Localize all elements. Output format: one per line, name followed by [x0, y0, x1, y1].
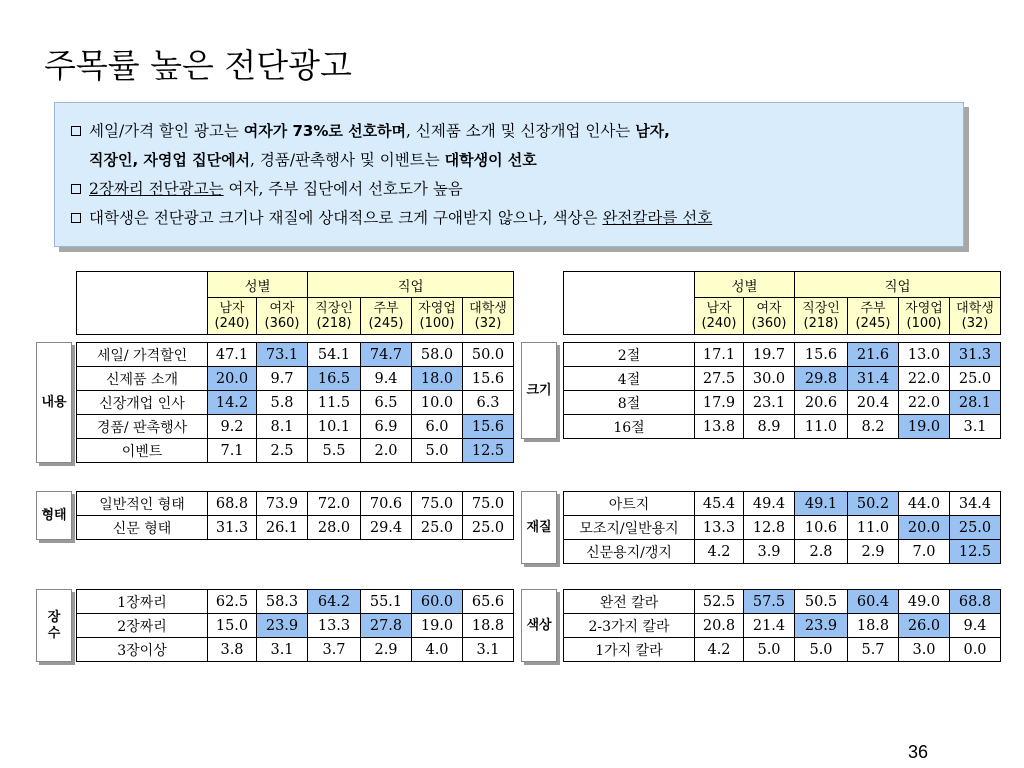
value-cell: 57.5	[744, 590, 795, 614]
header-col-count: (240)	[214, 316, 250, 331]
row-label: 이벤트	[77, 439, 208, 463]
value-cell: 54.1	[308, 343, 361, 367]
summary-line-2: 2장짜리 전단광고는 여자, 주부 집단에서 선호도가 높음	[71, 177, 463, 199]
table-row	[564, 516, 1001, 540]
row-label: 경품/ 판촉행사	[77, 415, 208, 439]
value-cell: 15.0	[208, 614, 257, 638]
value-cell: 10.1	[308, 415, 361, 439]
table-row	[564, 415, 1001, 439]
summary-line-1: 세일/가격 할인 광고는 여자가 73%로 선호하며, 신제품 소개 및 신장개업 인사는 남자,	[71, 119, 670, 141]
table-row	[77, 439, 514, 463]
value-cell: 7.1	[208, 439, 257, 463]
value-cell: 3.1	[463, 638, 514, 662]
value-cell: 5.7	[848, 638, 899, 662]
value-cell: 65.6	[463, 590, 514, 614]
row-label: 1장짜리	[77, 590, 208, 614]
header-gender: 성별	[208, 272, 308, 298]
header-col-name: 주부	[373, 301, 399, 316]
value-cell: 74.7	[361, 343, 412, 367]
value-cell: 26.0	[899, 614, 950, 638]
header-col-0	[208, 298, 257, 335]
value-cell: 68.8	[208, 492, 257, 516]
value-cell: 3.8	[208, 638, 257, 662]
row-label: 신문용지/갱지	[564, 540, 695, 564]
row-label: 8절	[564, 391, 695, 415]
header-col-2	[308, 298, 361, 335]
value-cell: 3.7	[308, 638, 361, 662]
value-cell: 8.2	[848, 415, 899, 439]
header-col-count: (245)	[368, 316, 404, 331]
value-cell: 17.1	[695, 343, 744, 367]
value-cell: 25.0	[950, 367, 1001, 391]
header-col-count: (240)	[701, 316, 737, 331]
value-cell: 73.1	[257, 343, 308, 367]
table-row	[564, 492, 1001, 516]
row-label: 완전 칼라	[564, 590, 695, 614]
value-cell: 73.9	[257, 492, 308, 516]
header-col-3	[848, 298, 899, 335]
value-cell: 58.3	[257, 590, 308, 614]
value-cell: 21.6	[848, 343, 899, 367]
header-col-5	[463, 298, 514, 335]
table-row	[564, 343, 1001, 367]
value-cell: 5.5	[308, 439, 361, 463]
value-cell: 31.3	[950, 343, 1001, 367]
value-cell: 49.1	[795, 492, 848, 516]
value-cell: 49.0	[899, 590, 950, 614]
row-label: 4절	[564, 367, 695, 391]
value-cell: 12.5	[463, 439, 514, 463]
column-header-table	[563, 271, 1001, 335]
value-cell: 64.2	[308, 590, 361, 614]
value-cell: 49.4	[744, 492, 795, 516]
value-cell: 2.8	[795, 540, 848, 564]
value-cell: 10.0	[412, 391, 463, 415]
value-cell: 23.1	[744, 391, 795, 415]
value-cell: 50.5	[795, 590, 848, 614]
header-col-count: (100)	[419, 316, 455, 331]
value-cell: 30.0	[744, 367, 795, 391]
value-cell: 8.1	[257, 415, 308, 439]
table-row	[77, 590, 514, 614]
summary-box	[54, 102, 964, 247]
value-cell: 27.8	[361, 614, 412, 638]
header-col-name: 직장인	[315, 301, 353, 316]
value-cell: 14.2	[208, 391, 257, 415]
value-cell: 22.0	[899, 367, 950, 391]
table-row	[77, 367, 514, 391]
value-cell: 10.6	[795, 516, 848, 540]
value-cell: 3.9	[744, 540, 795, 564]
row-label: 16절	[564, 415, 695, 439]
header-col-count: (100)	[906, 316, 942, 331]
value-cell: 19.7	[744, 343, 795, 367]
value-cell: 21.4	[744, 614, 795, 638]
value-cell: 13.8	[695, 415, 744, 439]
value-cell: 60.0	[412, 590, 463, 614]
header-col-count: (360)	[751, 316, 787, 331]
header-blank	[77, 272, 208, 335]
header-col-name: 대학생	[956, 301, 994, 316]
value-cell: 3.1	[950, 415, 1001, 439]
header-col-name: 자영업	[418, 301, 456, 316]
header-col-name: 남자	[706, 301, 732, 316]
value-cell: 20.0	[899, 516, 950, 540]
value-cell: 5.0	[795, 638, 848, 662]
value-cell: 3.0	[899, 638, 950, 662]
value-cell: 20.4	[848, 391, 899, 415]
value-cell: 47.1	[208, 343, 257, 367]
header-col-count: (32)	[474, 316, 502, 331]
value-cell: 11.0	[848, 516, 899, 540]
value-cell: 18.8	[848, 614, 899, 638]
header-col-count: (218)	[316, 316, 352, 331]
value-cell: 4.0	[412, 638, 463, 662]
value-cell: 23.9	[257, 614, 308, 638]
value-cell: 31.3	[208, 516, 257, 540]
value-cell: 50.0	[463, 343, 514, 367]
value-cell: 4.2	[695, 540, 744, 564]
value-cell: 2.5	[257, 439, 308, 463]
header-col-3	[361, 298, 412, 335]
table-row	[77, 638, 514, 662]
value-cell: 25.0	[463, 516, 514, 540]
value-cell: 20.6	[795, 391, 848, 415]
value-cell: 52.5	[695, 590, 744, 614]
row-label: 신문 형태	[77, 516, 208, 540]
value-cell: 12.5	[950, 540, 1001, 564]
row-label: 2장짜리	[77, 614, 208, 638]
header-col-4	[412, 298, 463, 335]
value-cell: 23.9	[795, 614, 848, 638]
category-label: 장 수	[36, 589, 72, 662]
value-cell: 26.1	[257, 516, 308, 540]
header-col-count: (245)	[855, 316, 891, 331]
header-blank	[564, 272, 695, 335]
row-label: 일반적인 형태	[77, 492, 208, 516]
value-cell: 68.8	[950, 590, 1001, 614]
value-cell: 16.5	[308, 367, 361, 391]
table-row	[564, 367, 1001, 391]
header-col-2	[795, 298, 848, 335]
summary-line-1b: 직장인, 자영업 집단에서, 경품/판촉행사 및 이벤트는 대학생이 선호	[89, 151, 537, 169]
value-cell: 29.4	[361, 516, 412, 540]
page-number: 36	[908, 742, 929, 762]
data-table	[76, 342, 514, 463]
value-cell: 15.6	[795, 343, 848, 367]
category-label: 형태	[36, 491, 72, 540]
table-row	[77, 391, 514, 415]
value-cell: 3.1	[257, 638, 308, 662]
category-label: 색상	[521, 589, 557, 662]
header-col-name: 주부	[860, 301, 886, 316]
value-cell: 2.9	[361, 638, 412, 662]
checkbox-bullet-icon	[71, 126, 81, 136]
data-table	[76, 589, 514, 662]
table-row	[77, 516, 514, 540]
value-cell: 18.0	[412, 367, 463, 391]
value-cell: 19.0	[899, 415, 950, 439]
value-cell: 72.0	[308, 492, 361, 516]
value-cell: 6.9	[361, 415, 412, 439]
summary-line-3: 대학생은 전단광고 크기나 재질에 상대적으로 크게 구애받지 않으나, 색상은 완전칼라를 선호	[71, 206, 712, 228]
header-col-1	[744, 298, 795, 335]
value-cell: 27.5	[695, 367, 744, 391]
value-cell: 50.2	[848, 492, 899, 516]
value-cell: 28.0	[308, 516, 361, 540]
checkbox-bullet-icon	[71, 213, 81, 223]
table-row	[564, 540, 1001, 564]
value-cell: 12.8	[744, 516, 795, 540]
data-table	[563, 589, 1001, 662]
value-cell: 19.0	[412, 614, 463, 638]
row-label: 아트지	[564, 492, 695, 516]
value-cell: 8.9	[744, 415, 795, 439]
header-col-name: 여자	[269, 301, 295, 316]
value-cell: 60.4	[848, 590, 899, 614]
table-row	[564, 614, 1001, 638]
value-cell: 18.8	[463, 614, 514, 638]
value-cell: 5.0	[412, 439, 463, 463]
value-cell: 17.9	[695, 391, 744, 415]
table-row	[564, 638, 1001, 662]
value-cell: 6.5	[361, 391, 412, 415]
value-cell: 5.0	[744, 638, 795, 662]
row-label: 세일/ 가격할인	[77, 343, 208, 367]
header-job: 직업	[795, 272, 1001, 298]
table-row	[77, 492, 514, 516]
header-col-4	[899, 298, 950, 335]
value-cell: 44.0	[899, 492, 950, 516]
value-cell: 28.1	[950, 391, 1001, 415]
data-table	[563, 342, 1001, 439]
table-row	[564, 391, 1001, 415]
value-cell: 31.4	[848, 367, 899, 391]
value-cell: 9.7	[257, 367, 308, 391]
value-cell: 34.4	[950, 492, 1001, 516]
header-col-name: 여자	[756, 301, 782, 316]
table-row	[77, 343, 514, 367]
row-label: 신장개업 인사	[77, 391, 208, 415]
page-title: 주목률 높은 전단광고	[44, 46, 352, 85]
header-col-name: 남자	[219, 301, 245, 316]
header-col-count: (218)	[803, 316, 839, 331]
value-cell: 6.3	[463, 391, 514, 415]
value-cell: 6.0	[412, 415, 463, 439]
header-col-1	[257, 298, 308, 335]
header-col-name: 자영업	[905, 301, 943, 316]
header-col-count: (32)	[961, 316, 989, 331]
value-cell: 11.0	[795, 415, 848, 439]
header-col-0	[695, 298, 744, 335]
data-table	[563, 491, 1001, 564]
category-label: 크기	[521, 342, 557, 439]
value-cell: 75.0	[412, 492, 463, 516]
header-gender: 성별	[695, 272, 795, 298]
value-cell: 9.4	[950, 614, 1001, 638]
value-cell: 2.9	[848, 540, 899, 564]
value-cell: 20.8	[695, 614, 744, 638]
value-cell: 20.0	[208, 367, 257, 391]
header-col-count: (360)	[264, 316, 300, 331]
row-label: 1가지 칼라	[564, 638, 695, 662]
value-cell: 9.2	[208, 415, 257, 439]
value-cell: 13.3	[695, 516, 744, 540]
value-cell: 25.0	[950, 516, 1001, 540]
value-cell: 25.0	[412, 516, 463, 540]
value-cell: 45.4	[695, 492, 744, 516]
data-table	[76, 491, 514, 540]
value-cell: 22.0	[899, 391, 950, 415]
row-label: 모조지/일반용지	[564, 516, 695, 540]
value-cell: 70.6	[361, 492, 412, 516]
row-label: 2절	[564, 343, 695, 367]
value-cell: 62.5	[208, 590, 257, 614]
table-row	[77, 614, 514, 638]
value-cell: 29.8	[795, 367, 848, 391]
value-cell: 5.8	[257, 391, 308, 415]
value-cell: 15.6	[463, 367, 514, 391]
value-cell: 13.0	[899, 343, 950, 367]
value-cell: 55.1	[361, 590, 412, 614]
value-cell: 75.0	[463, 492, 514, 516]
value-cell: 11.5	[308, 391, 361, 415]
value-cell: 58.0	[412, 343, 463, 367]
value-cell: 0.0	[950, 638, 1001, 662]
header-col-5	[950, 298, 1001, 335]
table-row	[77, 415, 514, 439]
value-cell: 4.2	[695, 638, 744, 662]
category-label: 내용	[36, 342, 72, 463]
table-row	[564, 590, 1001, 614]
row-label: 2-3가지 칼라	[564, 614, 695, 638]
checkbox-bullet-icon	[71, 184, 81, 194]
header-col-name: 대학생	[469, 301, 507, 316]
header-col-name: 직장인	[802, 301, 840, 316]
header-job: 직업	[308, 272, 514, 298]
row-label: 신제품 소개	[77, 367, 208, 391]
value-cell: 7.0	[899, 540, 950, 564]
row-label: 3장이상	[77, 638, 208, 662]
value-cell: 13.3	[308, 614, 361, 638]
value-cell: 15.6	[463, 415, 514, 439]
category-label: 재질	[521, 491, 557, 564]
column-header-table	[76, 271, 514, 335]
value-cell: 9.4	[361, 367, 412, 391]
value-cell: 2.0	[361, 439, 412, 463]
